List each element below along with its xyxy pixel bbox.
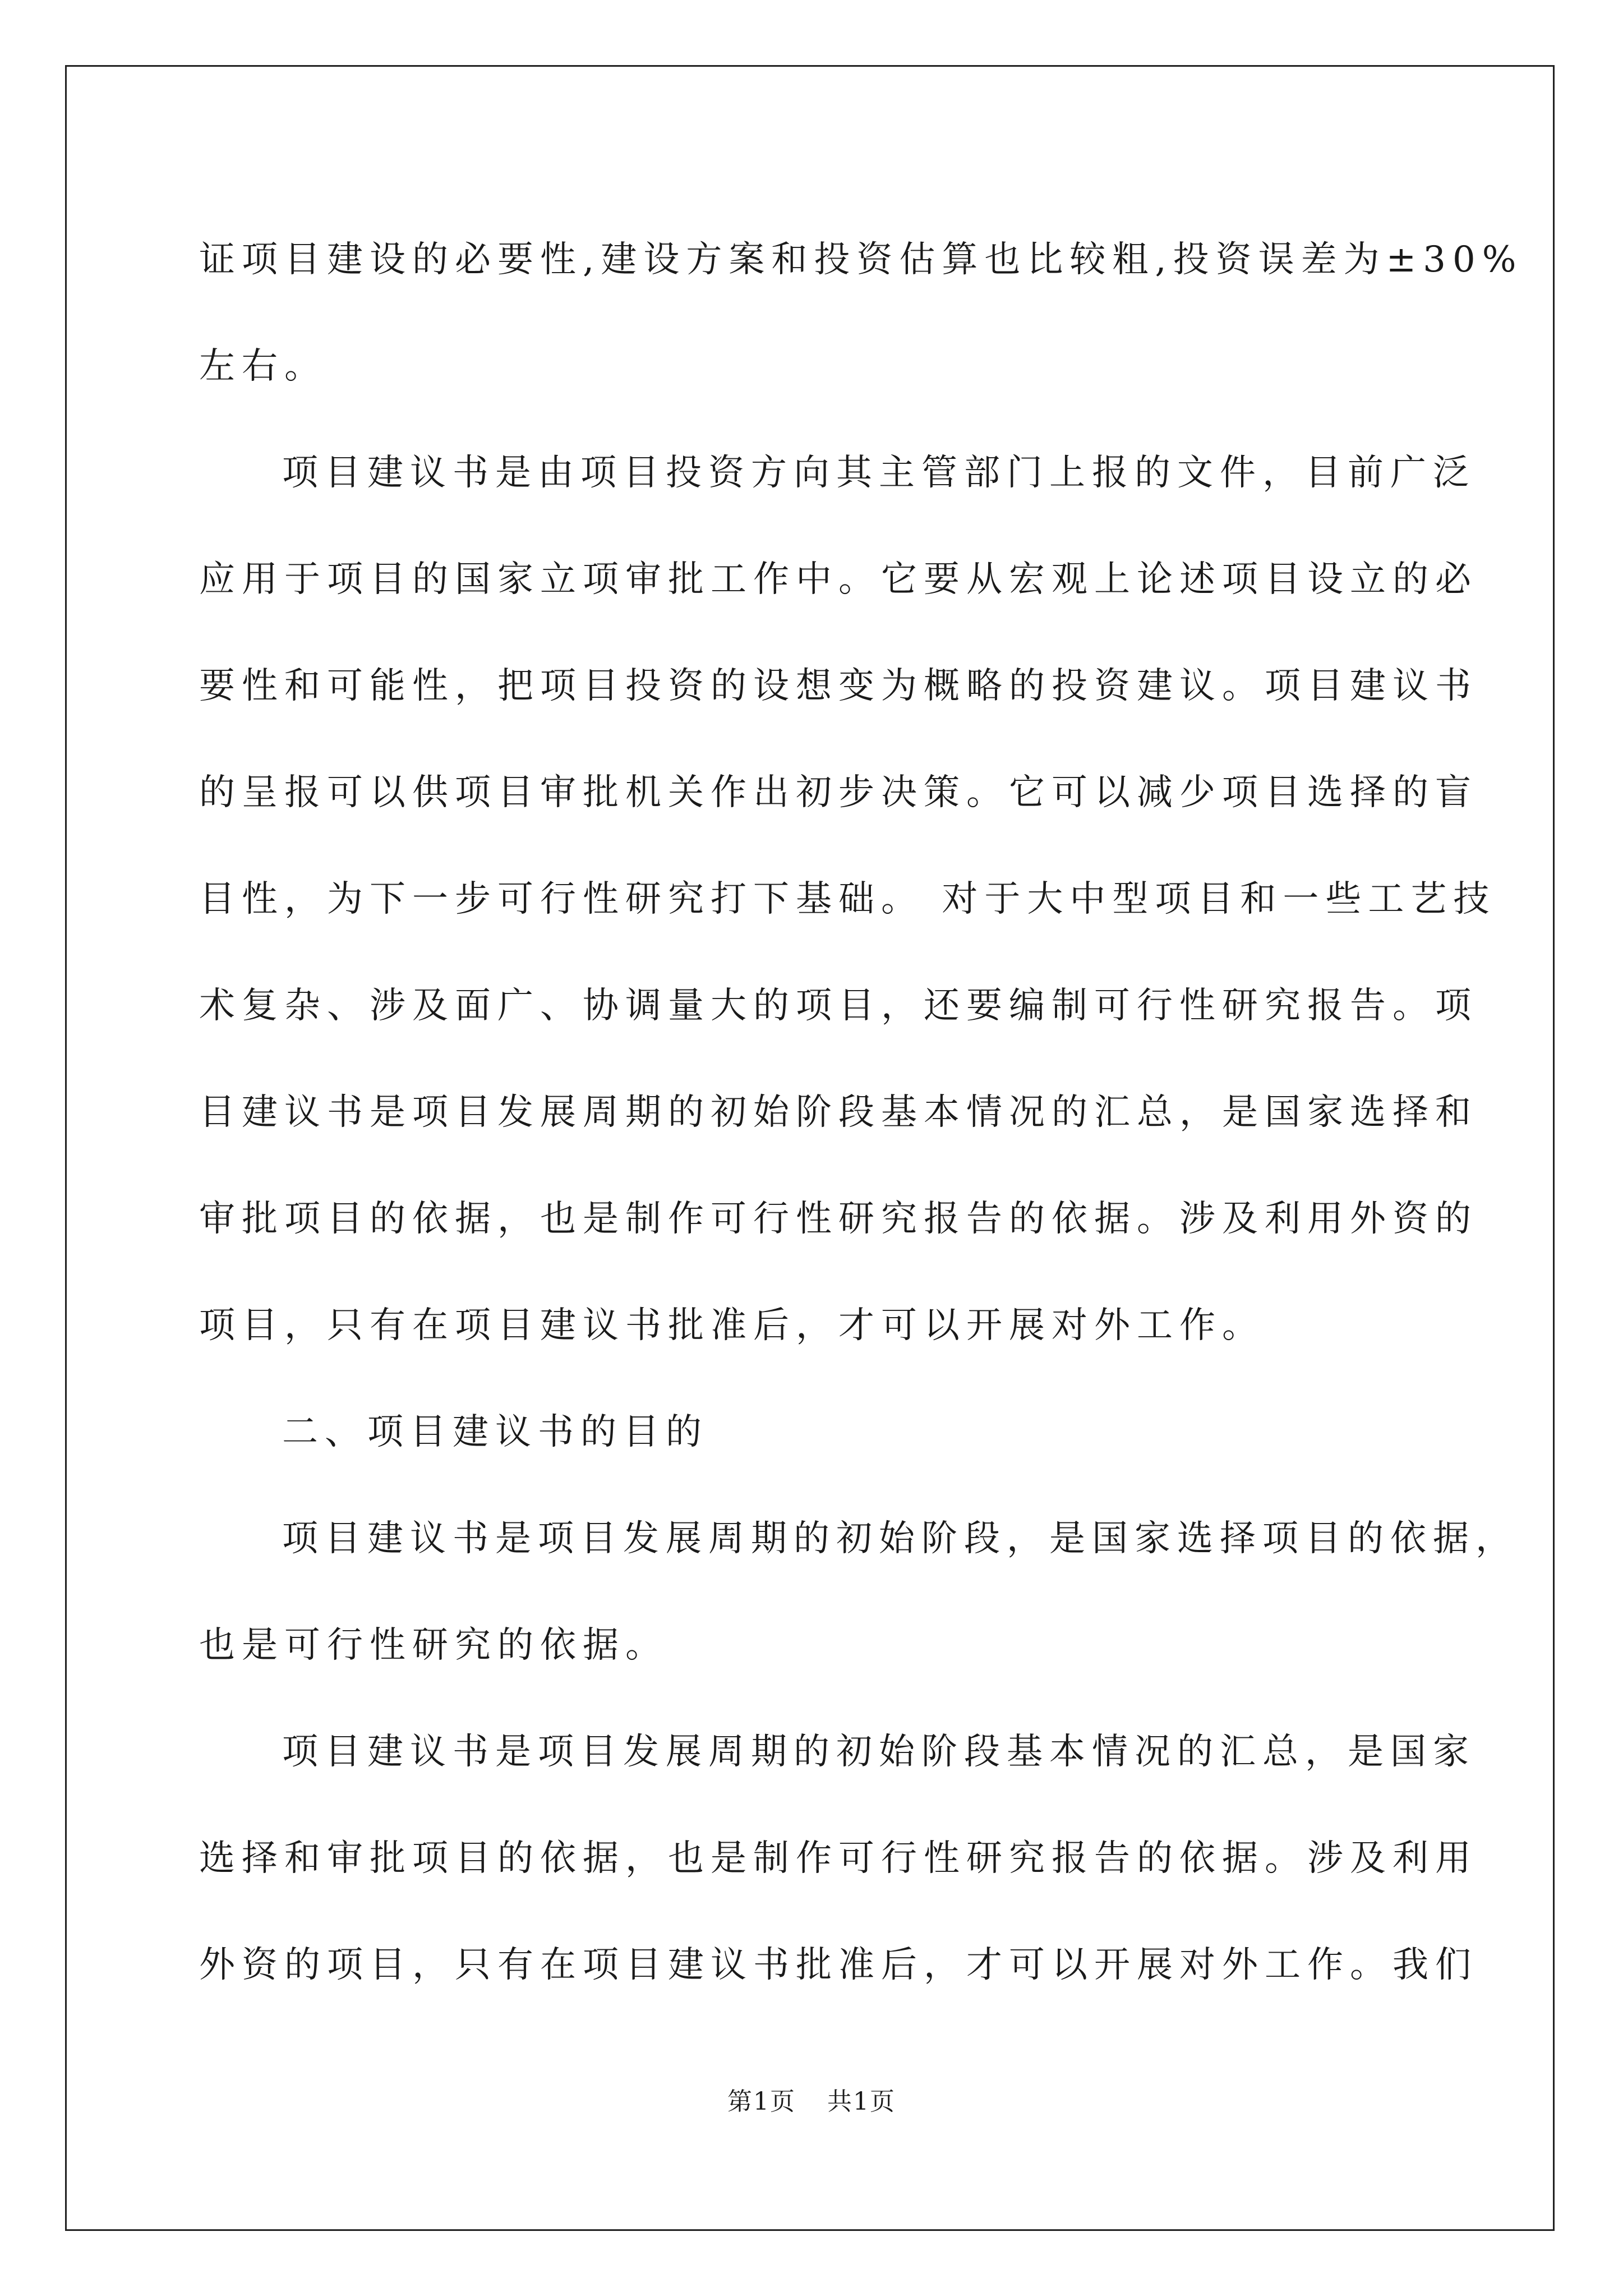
page-total: 共1页 (827, 2087, 896, 2116)
text-line: 左右。 (199, 346, 327, 387)
text-line: 目性，为下一步可行性研究打下基础。 对于大中型项目和一些工艺技 (199, 878, 1496, 920)
text-line: 应用于项目的国家立项审批工作中。它要从宏观上论述项目设立的必 (199, 559, 1478, 600)
text-line: 也是可行性研究的依据。 (199, 1625, 668, 1666)
text-line: 选择和审批项目的依据，也是制作可行性研究报告的依据。涉及利用 (199, 1838, 1478, 1879)
text-line: 的呈报可以供项目审批机关作出初步决策。它可以减少项目选择的盲 (199, 772, 1478, 813)
text-line: 目建议书是项目发展周期的初始阶段基本情况的汇总，是国家选择和 (199, 1092, 1478, 1133)
section-heading: 二、项目建议书的目的 (282, 1411, 708, 1453)
text-line: 项目建议书是项目发展周期的初始阶段，是国家选择项目的依据， (282, 1518, 1518, 1559)
text-line: 外资的项目，只有在项目建议书批准后，才可以开展对外工作。我们 (199, 1944, 1478, 1986)
text-line: 审批项目的依据，也是制作可行性研究报告的依据。涉及利用外资的 (199, 1198, 1478, 1240)
page-number: 第1页 (727, 2087, 796, 2116)
text-line: 证项目建设的必要性,建设方案和投资估算也比较粗,投资误差为±30% (199, 239, 1523, 280)
text-line: 要性和可能性，把项目投资的设想变为概略的投资建议。项目建议书 (199, 665, 1478, 707)
text-line: 项目建议书是项目发展周期的初始阶段基本情况的汇总，是国家 (282, 1731, 1476, 1773)
text-line: 项目建议书是由项目投资方向其主管部门上报的文件，目前广泛 (282, 452, 1476, 494)
text-line: 项目，只有在项目建议书批准后，才可以开展对外工作。 (199, 1305, 1265, 1346)
page-footer (0, 2081, 1623, 2117)
text-line: 术复杂、涉及面广、协调量大的项目，还要编制可行性研究报告。项 (199, 985, 1478, 1027)
document-body (199, 206, 1523, 2018)
